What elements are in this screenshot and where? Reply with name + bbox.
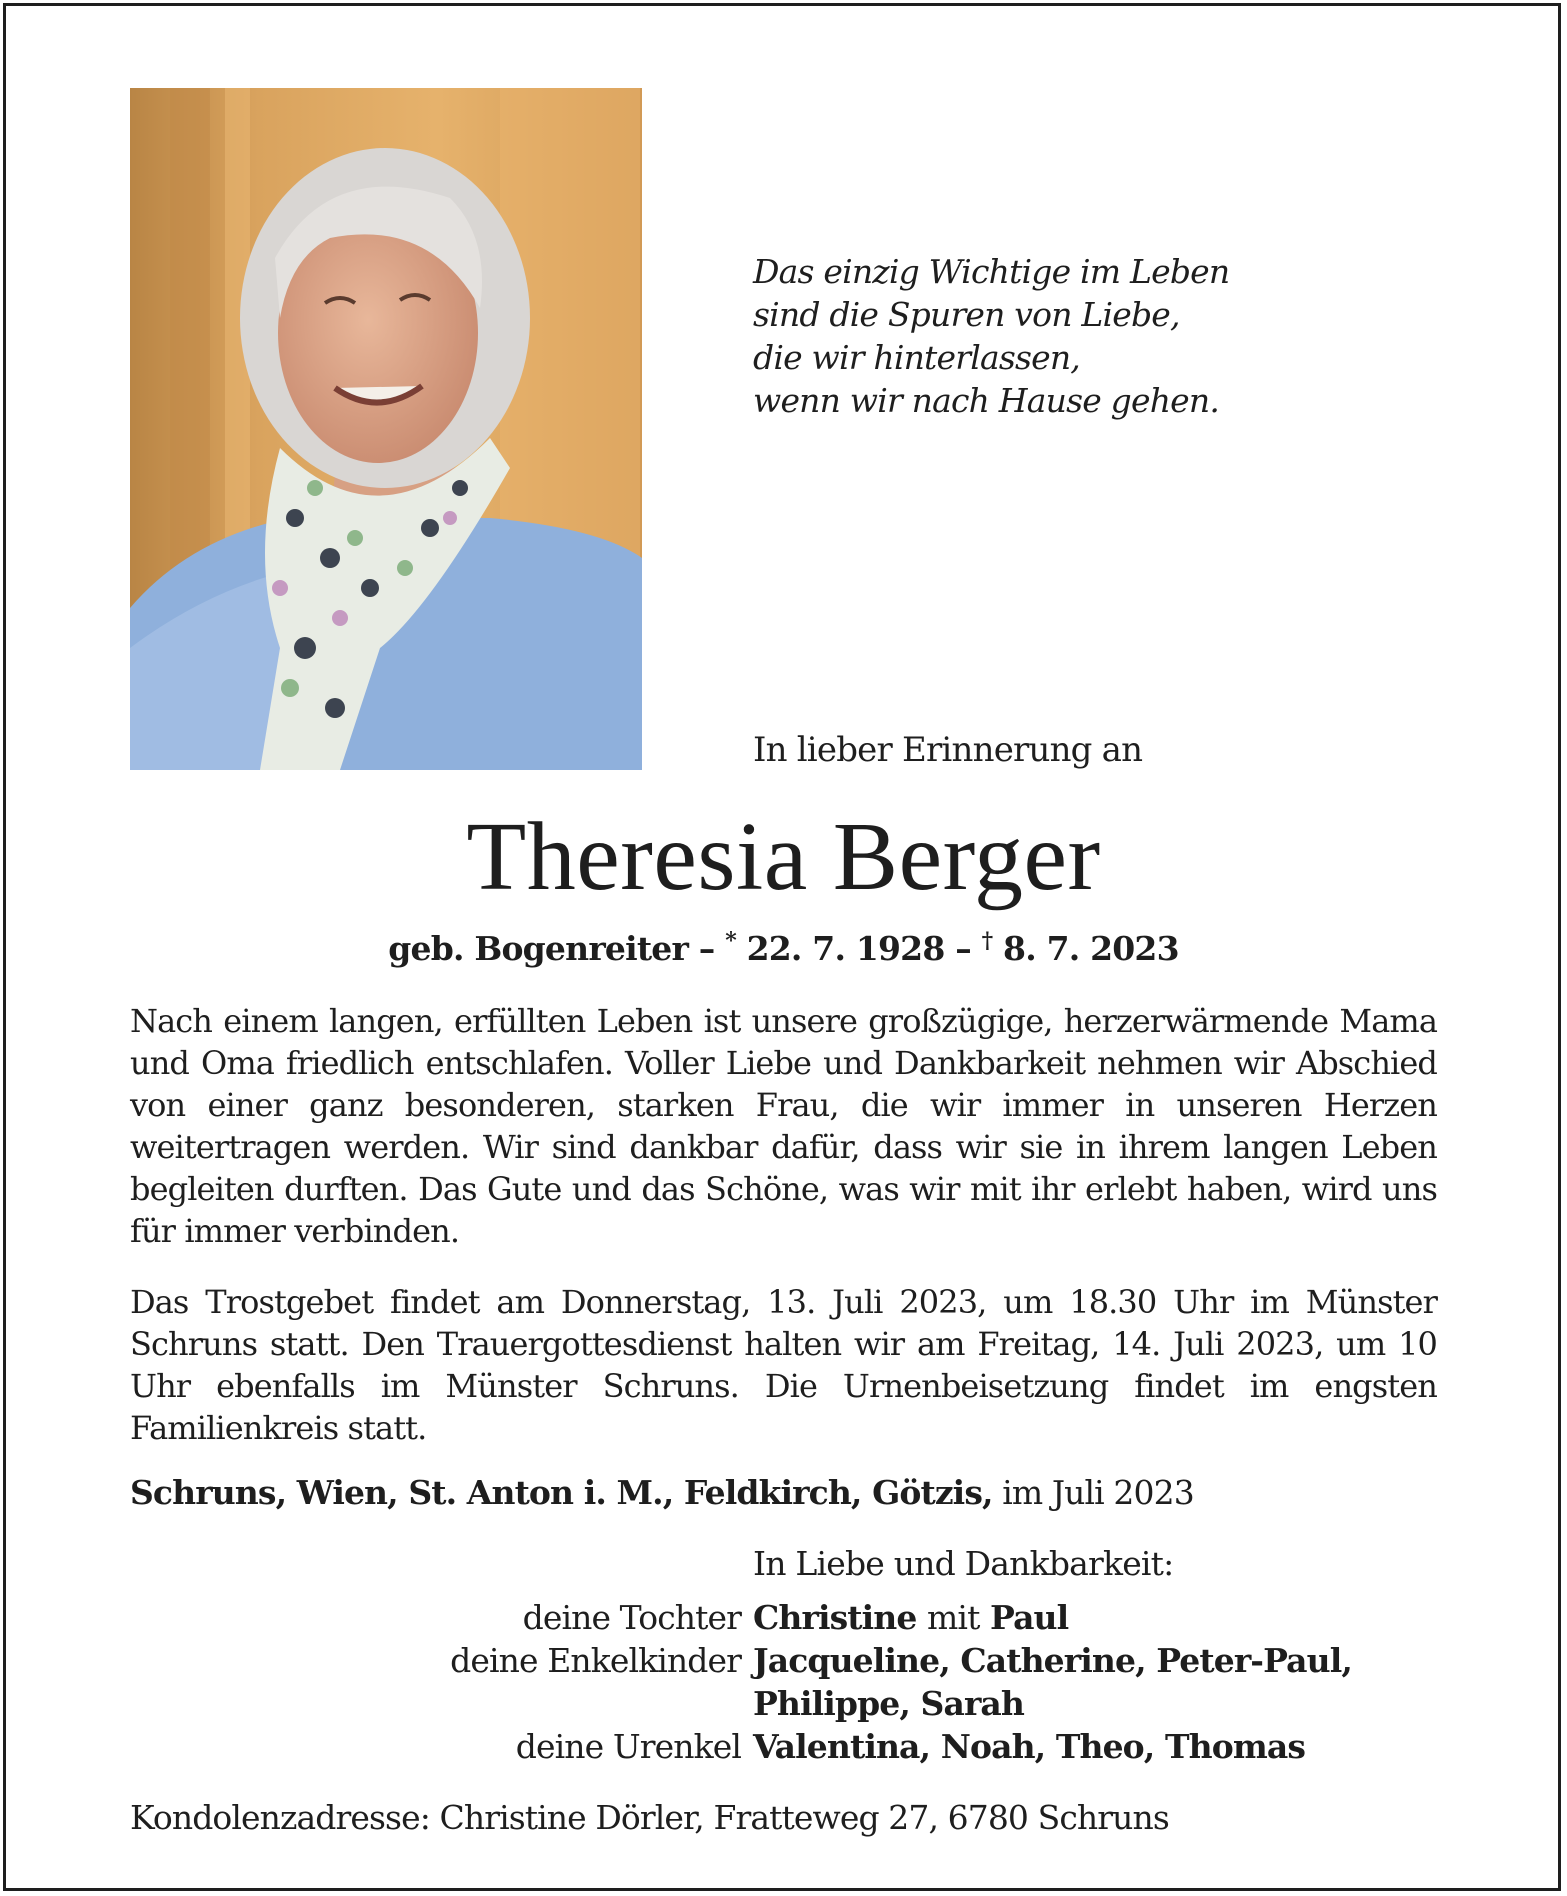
relation-label: deine Enkelkinder xyxy=(450,1641,741,1680)
date-line: im Juli 2023 xyxy=(1002,1473,1194,1512)
life-dates xyxy=(0,928,1567,968)
relation-label: deine Tochter xyxy=(522,1598,741,1637)
born-symbol: * xyxy=(725,928,736,954)
quote xyxy=(753,250,1453,422)
relative-names: Valentina, Noah, Theo, Thomas xyxy=(753,1727,1306,1766)
service-paragraph: Das Trostgebet findet am Donnerstag, 13. Juli 2023, um 18.30 Uhr im Münster Schruns statt. Den Trauergottesdienst halten wir am Freitag, 14. Juli 2023, um 10 Uhr ebenfalls im Münster Schruns. Die Urnenbeisetzung findet im engsten Familienkreis statt. xyxy=(130,1283,1437,1447)
quote-line: die wir hinterlassen, xyxy=(753,338,1080,377)
relative-row xyxy=(300,1639,1450,1725)
birth-name: geb. Bogenreiter xyxy=(388,929,689,968)
relatives-table xyxy=(300,1596,1450,1768)
condolence-address: Kondolenzadresse: Christine Dörler, Fratteweg 27, 6780 Schruns xyxy=(130,1798,1169,1837)
quote-line: Das einzig Wichtige im Leben xyxy=(753,252,1230,291)
died-date: 8. 7. 2023 xyxy=(1003,929,1179,968)
relation-label: deine Urenkel xyxy=(515,1727,741,1766)
relative-row xyxy=(300,1725,1450,1768)
relative-name: Christine xyxy=(753,1598,917,1637)
relative-names: Jacqueline, Catherine, Peter-Paul, Philippe, Sarah xyxy=(753,1641,1352,1723)
quote-line: wenn wir nach Hause gehen. xyxy=(753,381,1220,420)
dash: – xyxy=(698,929,715,968)
portrait-photo xyxy=(130,88,642,770)
places: Schruns, Wien, St. Anton i. M., Feldkirch, Götzis, xyxy=(130,1473,993,1512)
thanks-heading: In Liebe und Dankbarkeit: xyxy=(753,1544,1174,1583)
obituary-paragraph: Nach einem langen, erfüllten Leben ist unsere großzügige, herzerwärmende Mama und Oma friedlich entschlafen. Voller Liebe und Dankbarkeit nehmen wir Abschied von einer ganz besonderen, starken Frau, die wir immer in unseren Herzen weitertragen werden. Wir sind dankbar dafür, dass wir sie in ihrem langen Leben begleiten durften. Das Gute und das Schöne, was wir mit ihr erlebt haben, wird uns für immer verbinden. xyxy=(130,1002,1437,1250)
deceased-name: Theresia Berger xyxy=(466,803,1101,911)
memory-intro: In lieber Erinnerung an xyxy=(753,730,1143,770)
born-date: 22. 7. 1928 xyxy=(746,929,945,968)
dash: – xyxy=(955,929,971,968)
relative-name: Paul xyxy=(990,1598,1069,1637)
quote-line: sind die Spuren von Liebe, xyxy=(753,295,1180,334)
places-line xyxy=(130,1473,1194,1512)
died-symbol: † xyxy=(981,928,993,954)
connector: mit xyxy=(927,1598,980,1637)
relative-names xyxy=(753,1596,1450,1639)
relative-row xyxy=(300,1596,1450,1639)
